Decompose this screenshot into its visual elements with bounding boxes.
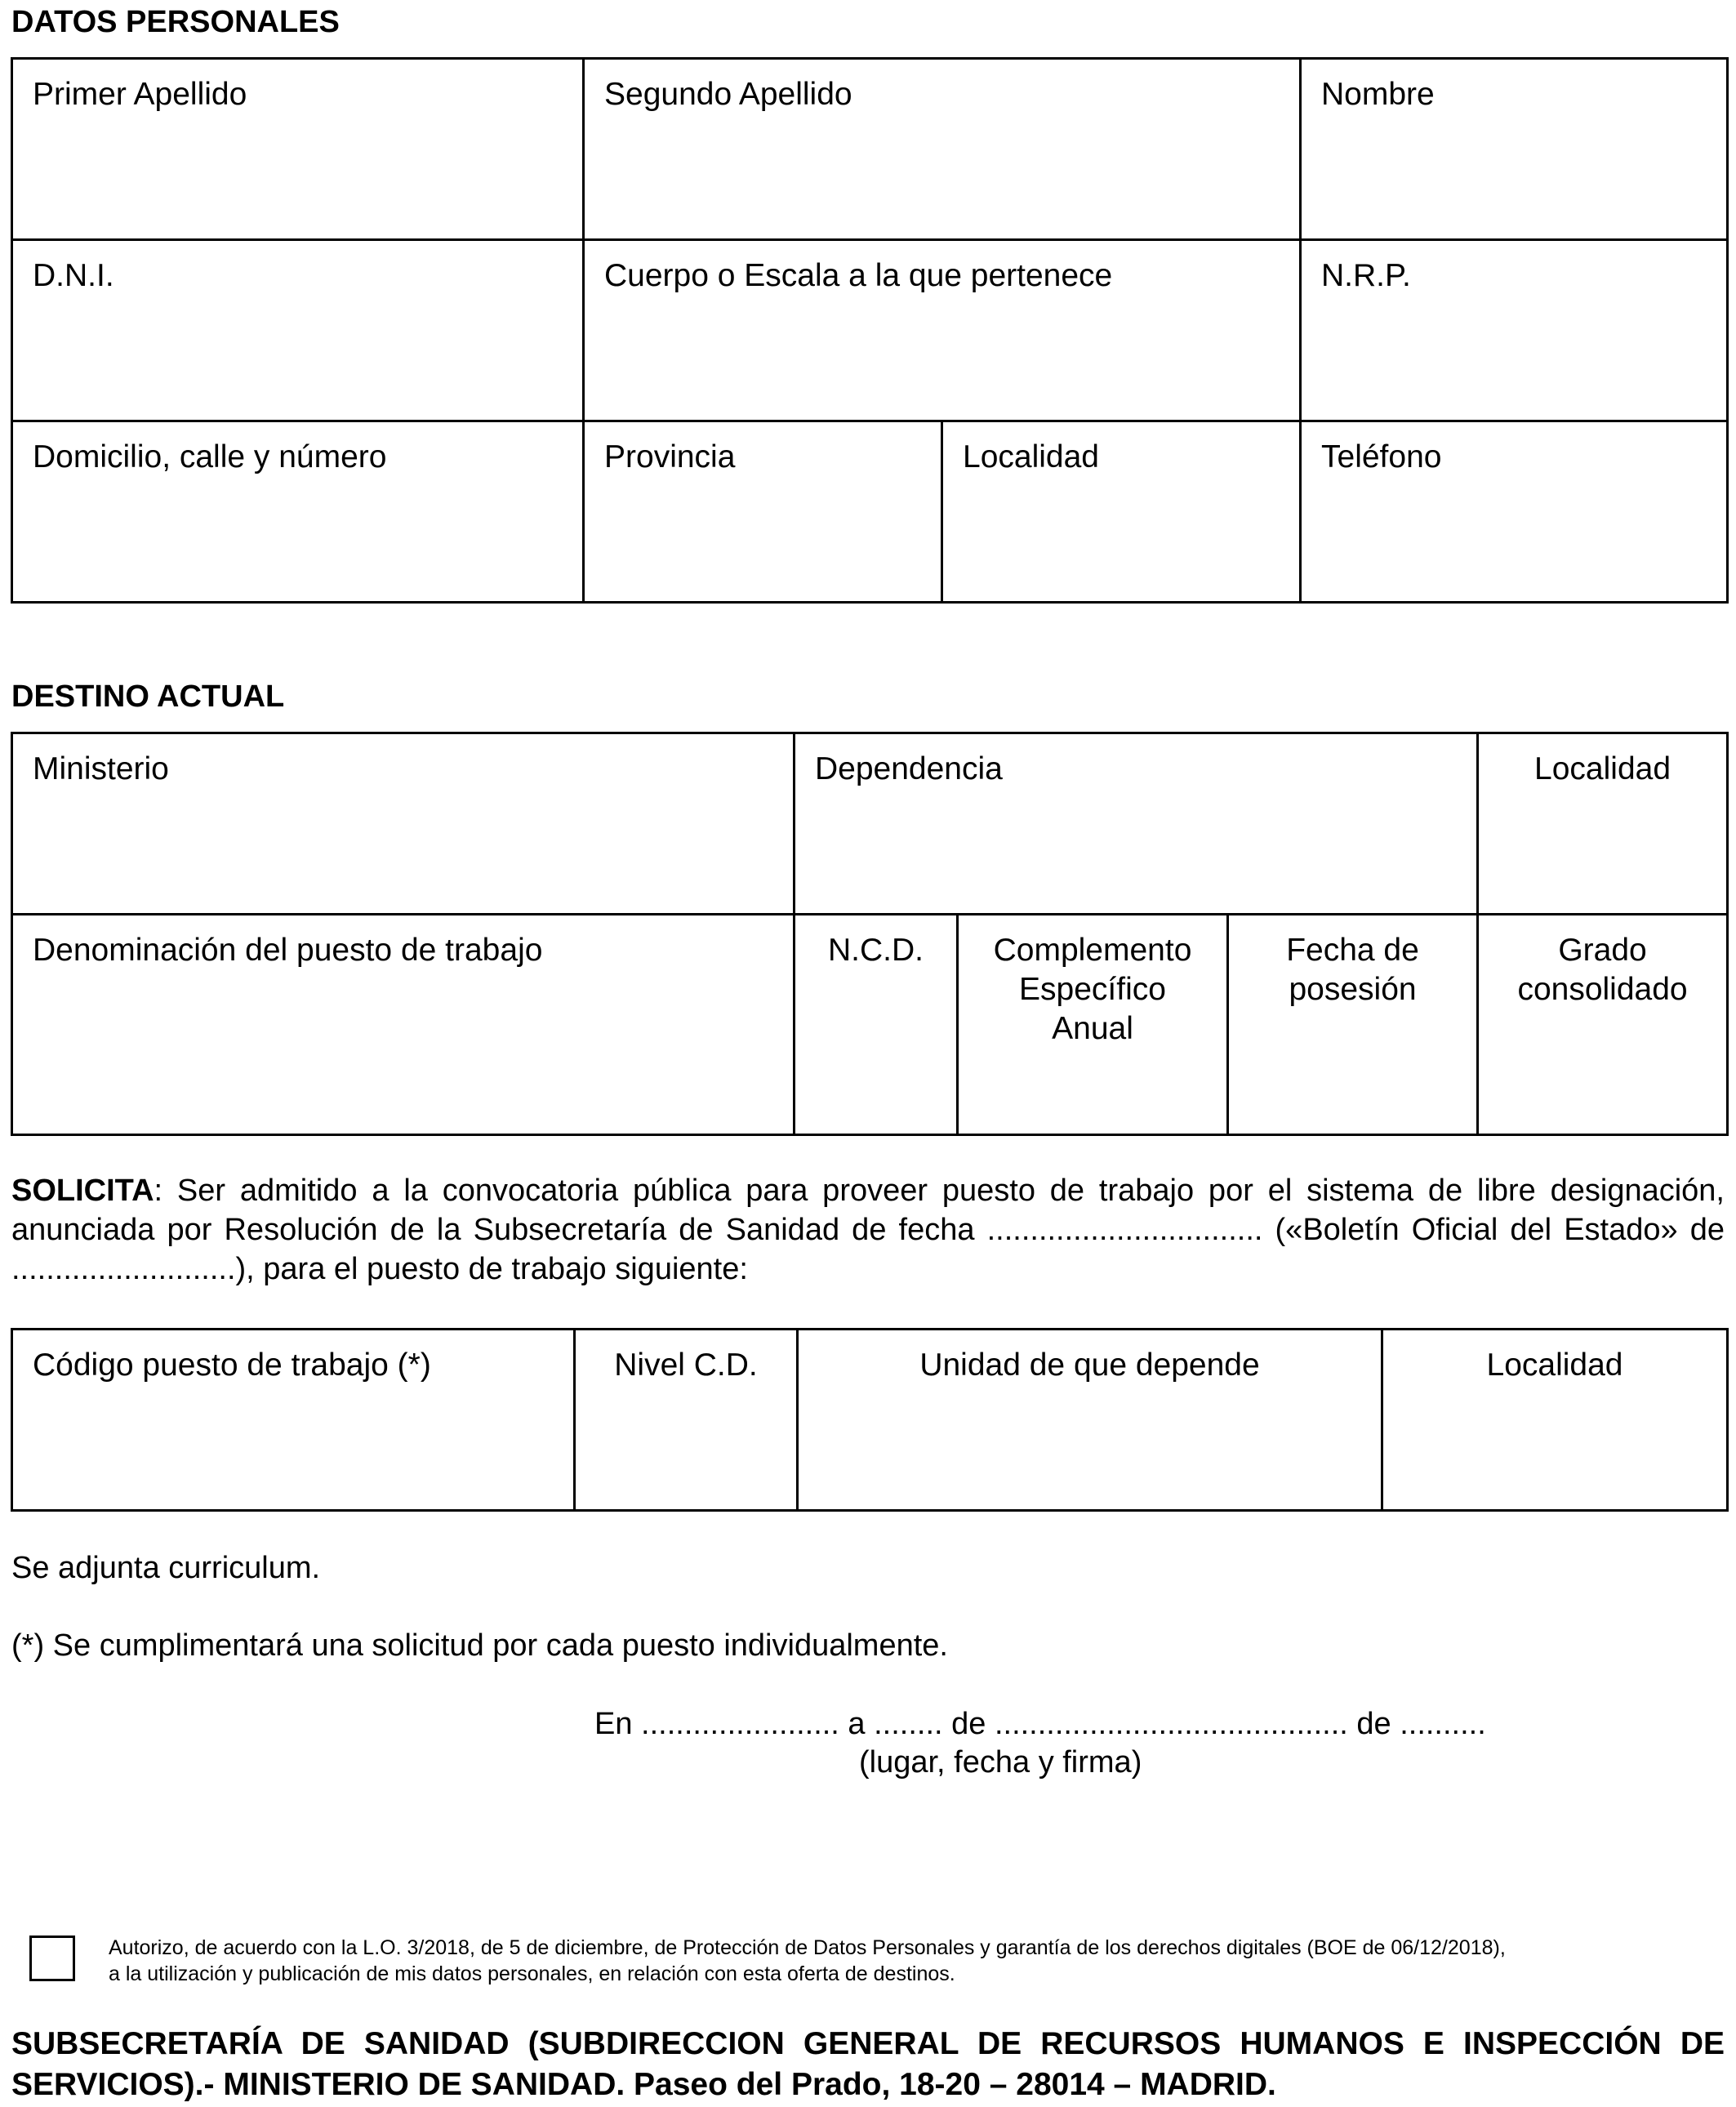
- grado-consolidado-field[interactable]: [1478, 915, 1728, 1135]
- localidad-destino-field[interactable]: [1478, 733, 1728, 915]
- field-label-line: posesión: [1289, 972, 1417, 1007]
- field-label: Provincia: [604, 439, 736, 474]
- field-label-line: Fecha de: [1286, 933, 1419, 968]
- codigo-puesto-field[interactable]: [12, 1330, 575, 1511]
- fecha-posesion-field[interactable]: [1228, 915, 1478, 1135]
- signature-caption: (lugar, fecha y firma): [859, 1745, 1142, 1780]
- cuerpo-escala-field[interactable]: [584, 240, 1301, 421]
- consent-line: Autorizo, de acuerdo con la L.O. 3/2018, de 5 de diciembre, de Protección de Datos Personales y garantía de los derechos digitales (BOE de 06/12/2018),: [109, 1936, 1506, 1959]
- primer-apellido-field[interactable]: [12, 59, 584, 240]
- signature-line[interactable]: En ....................... a ........ de ......................................... de ..........: [594, 1707, 1486, 1741]
- domicilio-field[interactable]: [12, 421, 584, 603]
- puesto-solicitado-table: [11, 1328, 1729, 1512]
- field-label: N.C.D.: [828, 933, 924, 968]
- nivel-cd-field[interactable]: [575, 1330, 798, 1511]
- field-label: Primer Apellido: [33, 77, 247, 112]
- datos-personales-heading: DATOS PERSONALES: [11, 5, 340, 39]
- ncd-field[interactable]: [795, 915, 958, 1135]
- denominacion-field[interactable]: [12, 915, 795, 1135]
- solicita-paragraph: [11, 1171, 1725, 1289]
- field-label-line: Grado: [1558, 933, 1647, 968]
- field-label: Teléfono: [1321, 439, 1442, 474]
- field-label: Localidad: [963, 439, 1099, 474]
- destino-actual-heading: DESTINO ACTUAL: [11, 679, 285, 714]
- segundo-apellido-field[interactable]: [584, 59, 1301, 240]
- telefono-field[interactable]: [1301, 421, 1728, 603]
- field-label: Nombre: [1321, 77, 1435, 112]
- solicita-label: SOLICITA: [11, 1174, 154, 1208]
- provincia-field[interactable]: [584, 421, 942, 603]
- field-label-line: Específico: [1019, 972, 1166, 1007]
- solicita-text: : Ser admitido a la convocatoria pública para proveer puesto de trabajo por el sistema de libre designación, anunciada por Resolución de la Subsecretaría de Sanidad de fecha ................................ («Boletín Oficial del Estado» de ..........................), para el puesto de trabajo siguiente:: [11, 1174, 1725, 1286]
- field-label: Localidad: [1486, 1348, 1623, 1383]
- consent-checkbox[interactable]: [29, 1936, 75, 1981]
- unidad-depende-field[interactable]: [798, 1330, 1382, 1511]
- field-label-line: consolidado: [1517, 972, 1688, 1007]
- complemento-especifico-field[interactable]: [958, 915, 1228, 1135]
- field-label: Localidad: [1534, 751, 1671, 786]
- field-label: D.N.I.: [33, 258, 114, 293]
- field-label: Segundo Apellido: [604, 77, 852, 112]
- field-label-line: Anual: [1052, 1011, 1133, 1046]
- footer-address: SUBSECRETARÍA DE SANIDAD (SUBDIRECCION GENERAL DE RECURSOS HUMANOS E INSPECCIÓN DE SERVICIOS).- MINISTERIO DE SANIDAD. Paseo del Prado, 18-20 – 28014 – MADRID.: [11, 2026, 1725, 2102]
- nombre-field[interactable]: [1301, 59, 1728, 240]
- localidad-puesto-field[interactable]: [1382, 1330, 1728, 1511]
- field-label: Unidad de que depende: [919, 1348, 1260, 1383]
- asterisk-note: (*) Se cumplimentará una solicitud por cada puesto individualmente.: [11, 1628, 948, 1663]
- field-label: Denominación del puesto de trabajo: [33, 933, 543, 968]
- datos-personales-table: [11, 57, 1729, 604]
- localidad-field[interactable]: [942, 421, 1301, 603]
- field-label: N.R.P.: [1321, 258, 1411, 293]
- field-label: Ministerio: [33, 751, 169, 786]
- field-label: Dependencia: [815, 751, 1003, 786]
- dependencia-field[interactable]: [795, 733, 1478, 915]
- consent-line: a la utilización y publicación de mis datos personales, en relación con esta oferta de destinos.: [109, 1962, 955, 1985]
- field-label: Domicilio, calle y número: [33, 439, 387, 474]
- dni-field[interactable]: [12, 240, 584, 421]
- field-label: Nivel C.D.: [614, 1348, 758, 1383]
- field-label: Código puesto de trabajo (*): [33, 1348, 431, 1383]
- field-label: Cuerpo o Escala a la que pertenece: [604, 258, 1113, 293]
- destino-actual-table: [11, 732, 1729, 1136]
- consent-text: [109, 1935, 1506, 1987]
- curriculum-note: Se adjunta curriculum.: [11, 1551, 321, 1585]
- field-label-line: Complemento: [993, 933, 1192, 968]
- ministerio-field[interactable]: [12, 733, 795, 915]
- nrp-field[interactable]: [1301, 240, 1728, 421]
